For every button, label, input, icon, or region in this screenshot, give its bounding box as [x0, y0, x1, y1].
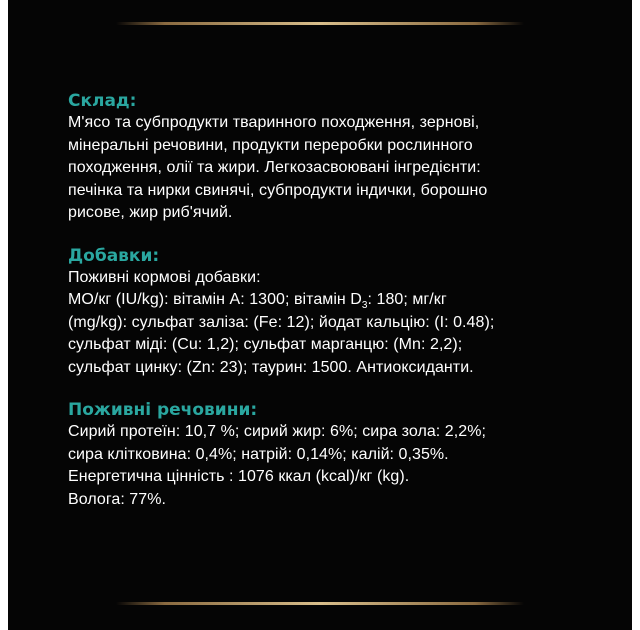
- content: [68, 90, 608, 531]
- section-text: Поживні кормові добавки: МО/кг (IU/kg): вітамін А: 1300; вітамін $D_3$: 180; мг/кг (mg/kg): сульфат заліза: (Fe: 12); йодат кальцію: (I: 0.48); сульфат міді: (Cu: 1,2); сульфат марганцю: (Mn: 2,2); сульфат цинку: (Zn: 23); таурин: 1500. Антиоксиданти.: [68, 268, 495, 376]
- section-text: Сирий протеїн: 10,7 %; сирий жир: 6%; сира зола: 2,2%; сира клітковина: 0,4%; натрій: 0,14%; калій: 0,35%. Енергетична цінність : 1076 ккал (kcal)/кг (kg). Волога: 77%.: [68, 423, 486, 508]
- bottom-divider: [116, 602, 524, 605]
- section-heading: Склад:: [68, 91, 137, 111]
- info-panel: [8, 0, 632, 630]
- top-divider: [116, 22, 524, 25]
- section-nutrients: [68, 399, 608, 511]
- section-composition: [68, 90, 608, 225]
- section-heading: Добавки:: [68, 245, 160, 266]
- section-text: М'ясо та субпродукти тваринного походження, зернові, мінеральні речовини, продукти переробки рослинного походження, олії та жири. Легкозасвоювані інгредієнти: печінка та нирки свинячі, субпродукти індички, борошно рисове, жир риб'ячий.: [68, 114, 488, 221]
- section-heading: Поживні речовини:: [68, 400, 258, 420]
- section-additives: [68, 245, 608, 380]
